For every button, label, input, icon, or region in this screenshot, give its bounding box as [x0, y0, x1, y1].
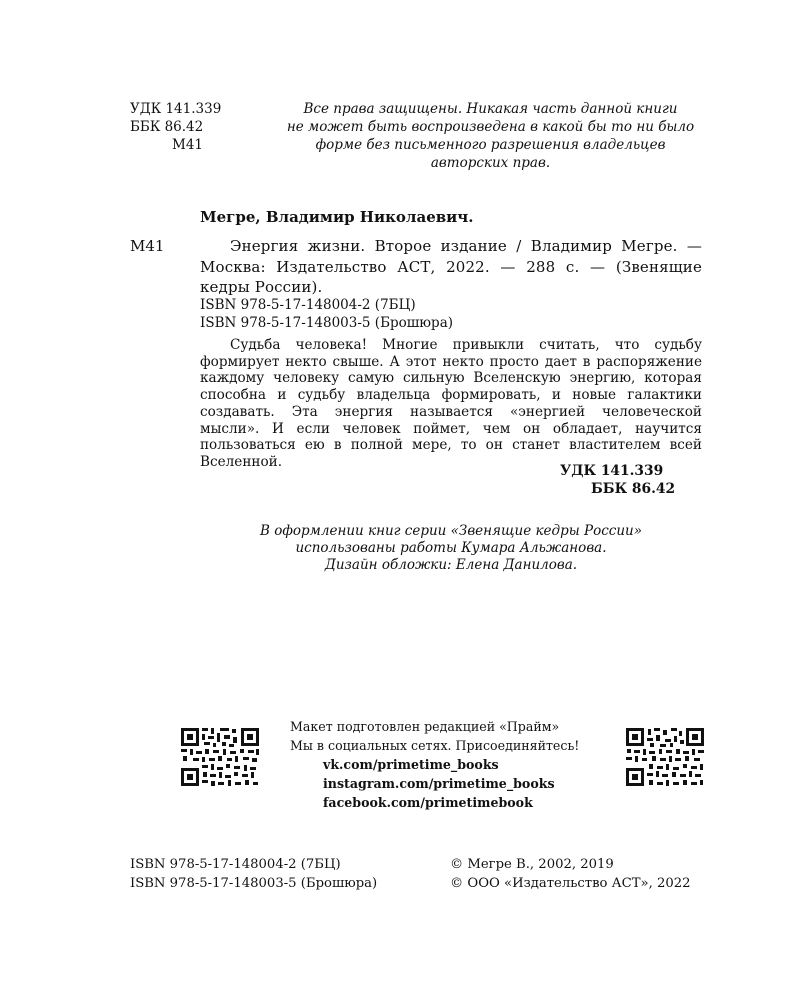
design-credits: [200, 523, 702, 574]
catalog-author: Мегре, Владимир Николаевич.: [200, 208, 474, 226]
isbn-line: ISBN 978-5-17-148004-2 (7БЦ): [200, 297, 416, 313]
publisher-info: [290, 717, 610, 812]
rights-line: не может быть воспроизведена в какой бы то ни было: [286, 119, 695, 135]
bbk-code: ББК 86.42: [130, 119, 204, 135]
classification-codes: [130, 100, 221, 154]
social-call-line: Мы в социальных сетях. Присоединяйтесь!: [290, 738, 580, 753]
annotation-bbk: ББК 86.42: [591, 481, 676, 497]
credit-line: Дизайн обложки: Елена Данилова.: [324, 557, 578, 573]
footer-isbn-list: [130, 856, 377, 893]
catalog-isbn-list: [200, 296, 453, 332]
rights-line: форме без письменного разрешения владельцев: [315, 137, 666, 153]
credit-line: использованы работы Кумара Альжанова.: [295, 540, 607, 556]
copyright-line: © ООО «Издательство АСТ», 2022: [450, 875, 691, 891]
social-link-vk[interactable]: vk.com/primetime_books: [323, 757, 499, 772]
author-mark: М41: [172, 137, 204, 153]
isbn-line: ISBN 978-5-17-148003-5 (Брошюра): [200, 315, 454, 331]
copyright-notice: [450, 856, 691, 893]
catalog-author-mark: М41: [130, 237, 165, 255]
prepared-by-line: Макет подготовлен редакцией «Прайм»: [290, 719, 560, 734]
qr-code-right-icon: [625, 727, 705, 787]
rights-notice: [268, 100, 713, 172]
rights-line: Все права защищены. Никакая часть данной книги: [303, 101, 678, 117]
qr-code-left-icon: [180, 727, 260, 787]
rights-line: авторских прав.: [430, 155, 551, 171]
annotation-codes: [560, 462, 675, 498]
social-link-instagram[interactable]: instagram.com/primetime_books: [323, 776, 555, 791]
annotation-udk: УДК 141.339: [560, 463, 664, 479]
social-links: [290, 755, 610, 812]
copyright-line: © Мегре В., 2002, 2019: [450, 857, 614, 872]
book-annotation: Судьба человека! Многие привыкли считать, что судьбу формирует некто свыше. А этот некто просто дает в распоряжение каждому человеку самую сильную Вселенскую энергию, которая способна и судьбу владельца формировать, и новые галактики создавать. Эта энергия называется «энергией человеческой мысли». И если человек поймет, чем он обладает, научится пользоваться ею в полной мере, то он станет властителем всей Вселенной.: [200, 337, 702, 470]
footer-isbn-line: ISBN 978-5-17-148004-2 (7БЦ): [130, 857, 341, 872]
udk-code: УДК 141.339: [130, 101, 222, 117]
footer-isbn-line: ISBN 978-5-17-148003-5 (Брошюра): [130, 875, 378, 891]
credit-line: В оформлении книг серии «Звенящие кедры России»: [259, 523, 642, 539]
bibliographic-description: Энергия жизни. Второе издание / Владимир Мегре. — Москва: Издательство АСТ, 2022. — 288 с. — (Звенящие кедры России).: [200, 237, 702, 296]
social-link-facebook[interactable]: facebook.com/primetimebook: [323, 795, 533, 810]
